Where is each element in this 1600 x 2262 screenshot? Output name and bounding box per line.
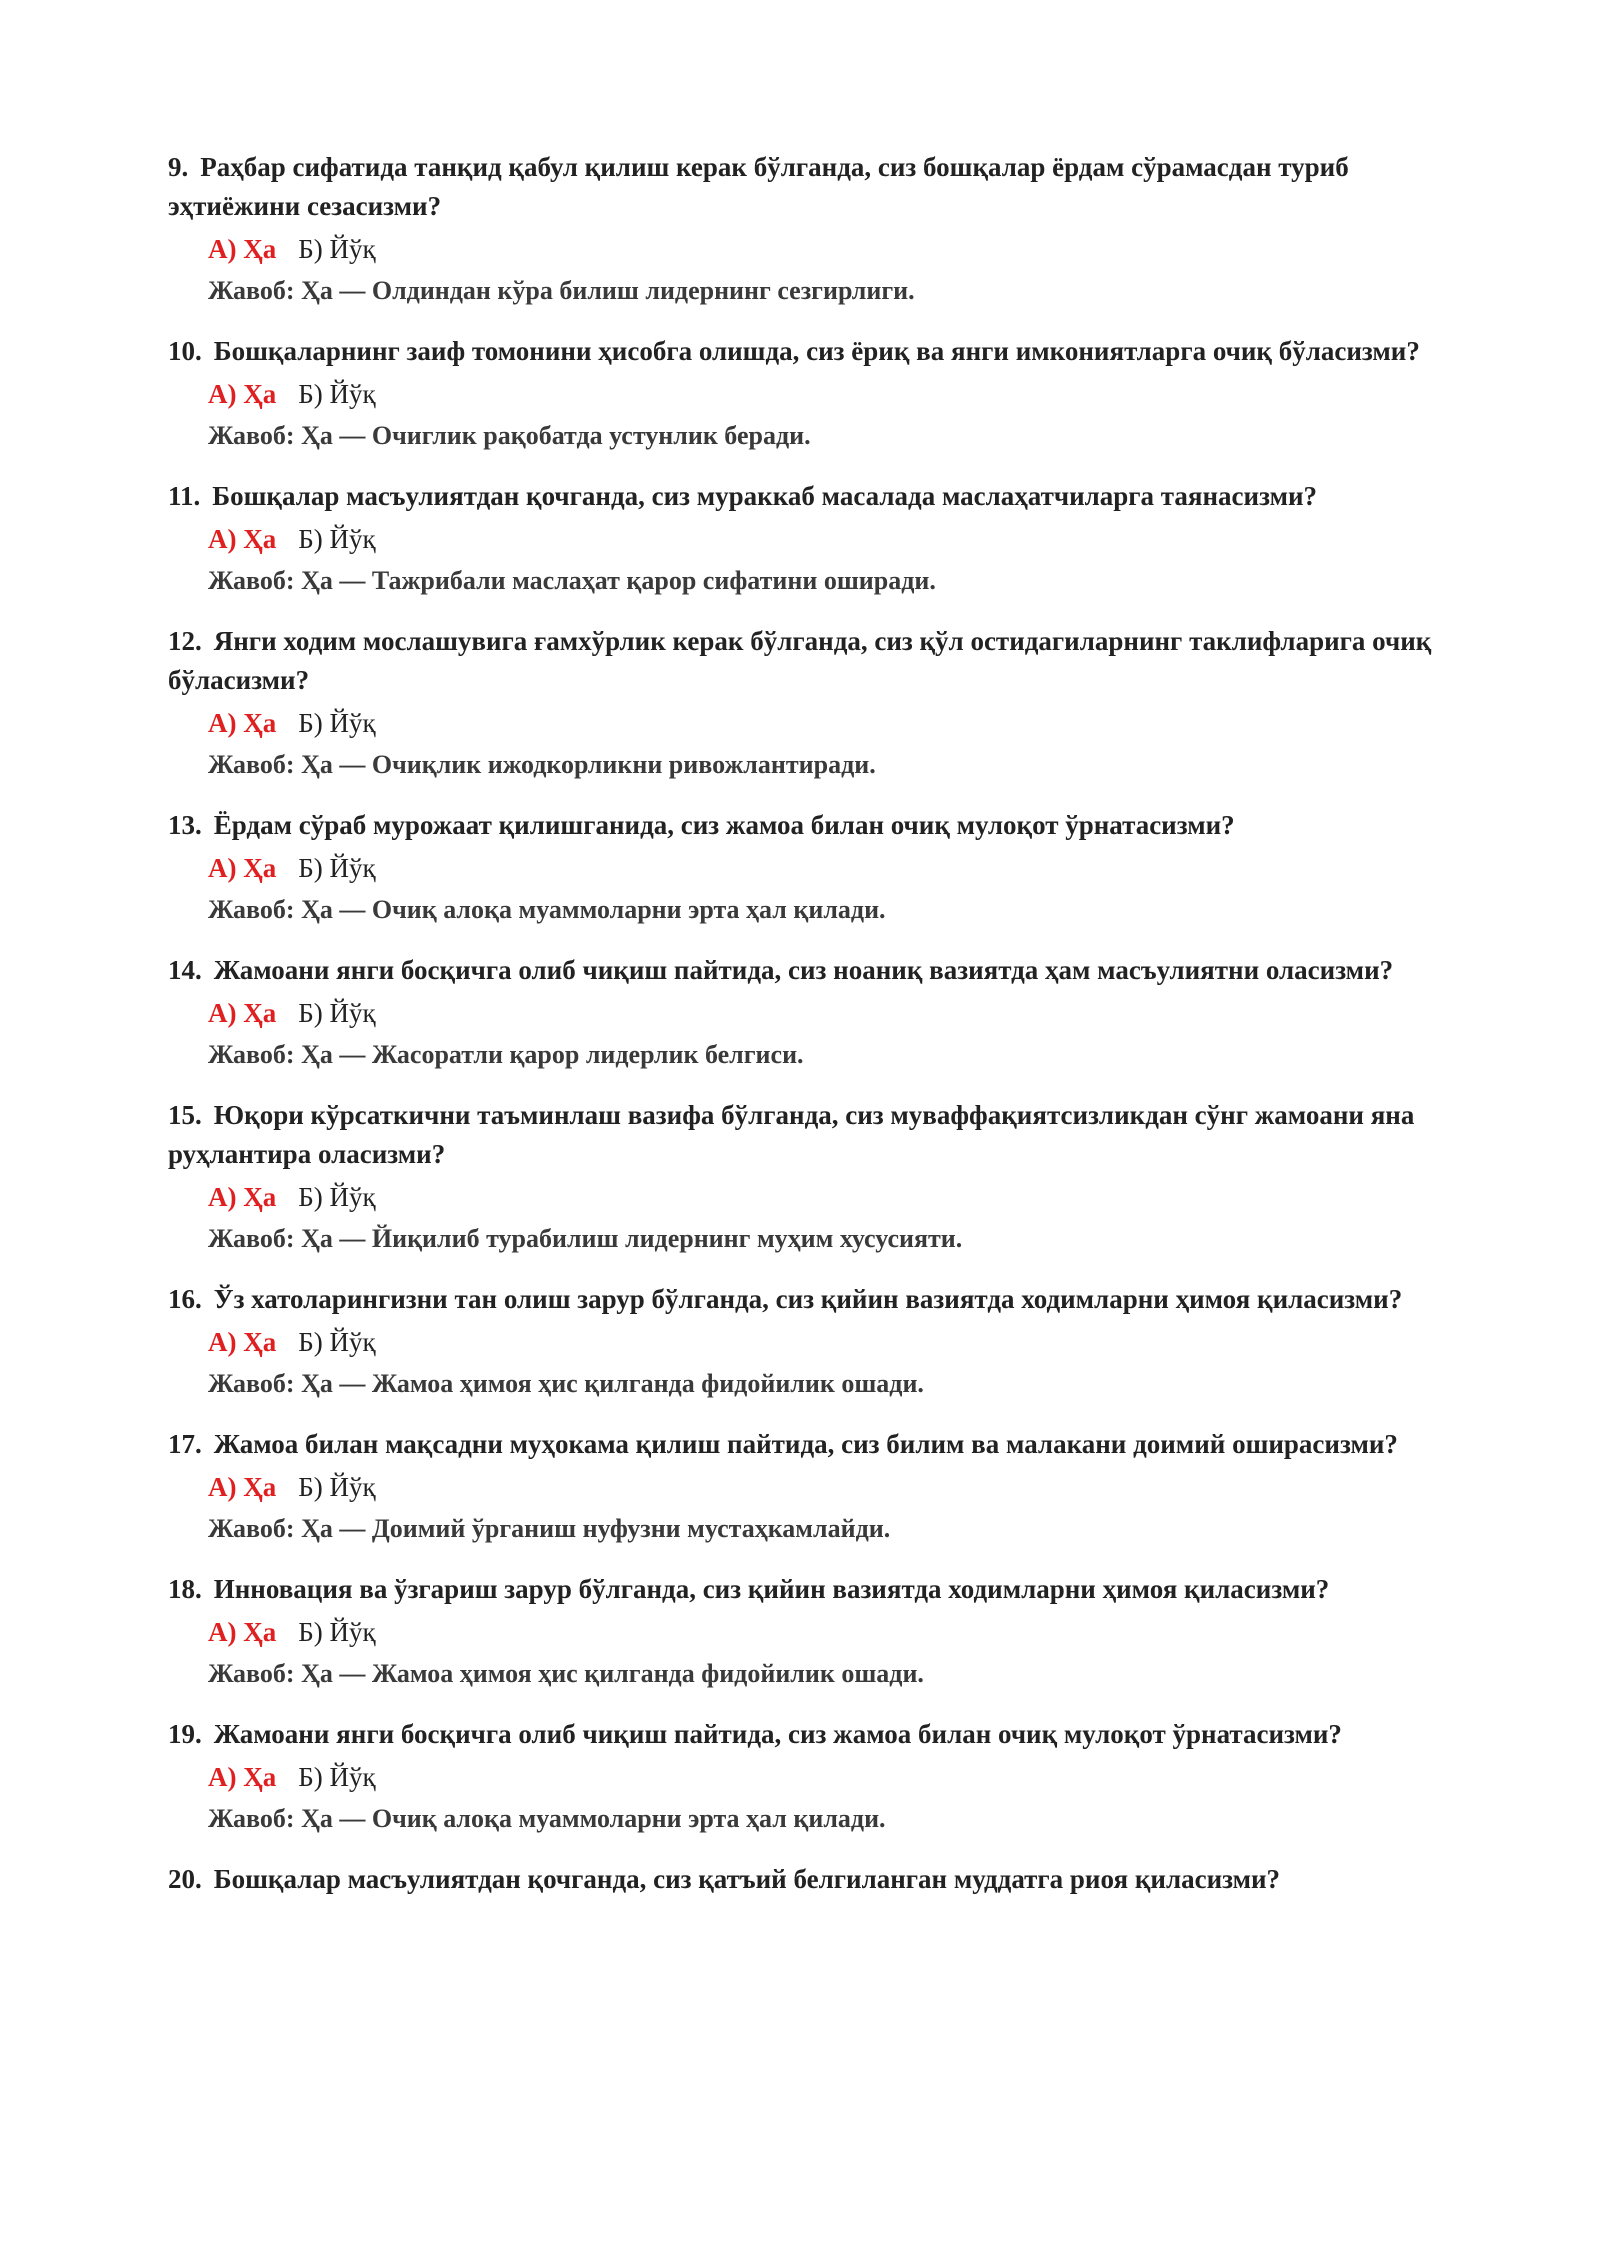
question-17 [168, 1425, 1458, 1550]
option-a: А) Ҳа [208, 708, 277, 738]
answer-line: Жавоб: Ҳа — Очиглик рақобатда устунлик беради. [208, 421, 811, 450]
options-row [168, 1321, 1458, 1363]
options-row [168, 1756, 1458, 1798]
option-b: Б) Йўқ [298, 1617, 376, 1647]
question-number: 10. [168, 336, 202, 366]
option-b: Б) Йўқ [298, 998, 376, 1028]
question-body: Раҳбар сифатида танқид қабул қилиш керак бўлганда, сиз бошқалар ёрдам сўрамасдан туриб эҳтиёжини сезасизми? [168, 152, 1349, 221]
question-body: Ёрдам сўраб мурожаат қилишганида, сиз жамоа билан очиқ мулоқот ўрнатасизми? [213, 810, 1235, 840]
option-b: Б) Йўқ [298, 1182, 376, 1212]
option-a: А) Ҳа [208, 1327, 277, 1357]
question-number: 12. [168, 626, 202, 656]
question-number: 19. [168, 1719, 202, 1749]
question-body: Бошқалар масъулиятдан қочганда, сиз қатъий белгиланган муддатга риоя қиласизми? [213, 1864, 1281, 1894]
question-body: Жамоани янги босқичга олиб чиқиш пайтида, сиз жамоа билан очиқ мулоқот ўрнатасизми? [213, 1719, 1342, 1749]
answer-line: Жавоб: Ҳа — Жамоа ҳимоя ҳис қилганда фидойилик ошади. [208, 1659, 924, 1688]
question-number: 9. [168, 152, 189, 182]
answer-line: Жавоб: Ҳа — Тажрибали маслаҳат қарор сифатини оширади. [208, 566, 936, 595]
question-number: 18. [168, 1574, 202, 1604]
options-row [168, 847, 1458, 889]
option-a: А) Ҳа [208, 1762, 277, 1792]
question-body: Ўз хатоларингизни тан олиш зарур бўлганда, сиз қийин вазиятда ходимларни ҳимоя қиласизми? [213, 1284, 1403, 1314]
options-row [168, 1466, 1458, 1508]
question-text [168, 1096, 1458, 1174]
answer-line: Жавоб: Ҳа — Очиқ алоқа муаммоларни эрта ҳал қилади. [208, 895, 886, 924]
question-body: Бошқаларнинг заиф томонини ҳисобга олишда, сиз ёриқ ва янги имкониятларга очиқ бўласизми? [213, 336, 1420, 366]
answer-line: Жавоб: Ҳа — Жамоа ҳимоя ҳис қилганда фидойилик ошади. [208, 1369, 924, 1398]
option-b: Б) Йўқ [298, 234, 376, 264]
question-text [168, 1280, 1458, 1319]
question-text [168, 1425, 1458, 1464]
option-a: А) Ҳа [208, 524, 277, 554]
options-row [168, 373, 1458, 415]
answer-line: Жавоб: Ҳа — Доимий ўрганиш нуфузни мустаҳкамлайди. [208, 1514, 891, 1543]
question-11 [168, 477, 1458, 602]
options-row [168, 518, 1458, 560]
question-text [168, 622, 1458, 700]
document-page [168, 148, 1458, 1919]
option-b: Б) Йўқ [298, 1762, 376, 1792]
question-number: 14. [168, 955, 202, 985]
option-b: Б) Йўқ [298, 1472, 376, 1502]
question-body: Бошқалар масъулиятдан қочганда, сиз мураккаб масалада маслаҳатчиларга таянасизми? [212, 481, 1318, 511]
question-13 [168, 806, 1458, 931]
answer-line: Жавоб: Ҳа — Очиқ алоқа муаммоларни эрта ҳал қилади. [208, 1804, 886, 1833]
question-18 [168, 1570, 1458, 1695]
question-10 [168, 332, 1458, 457]
question-text [168, 1860, 1458, 1899]
option-b: Б) Йўқ [298, 379, 376, 409]
question-body: Жамоа билан мақсадни муҳокама қилиш пайтида, сиз билим ва малакани доимий оширасизми? [213, 1429, 1398, 1459]
options-row [168, 1611, 1458, 1653]
question-12 [168, 622, 1458, 786]
options-row [168, 1176, 1458, 1218]
answer-line: Жавоб: Ҳа — Олдиндан кўра билиш лидернинг сезгирлиги. [208, 276, 915, 305]
question-text [168, 1570, 1458, 1609]
question-number: 17. [168, 1429, 202, 1459]
options-row [168, 228, 1458, 270]
question-text [168, 806, 1458, 845]
question-text [168, 951, 1458, 990]
option-b: Б) Йўқ [298, 708, 376, 738]
options-row [168, 702, 1458, 744]
question-15 [168, 1096, 1458, 1260]
answer-line: Жавоб: Ҳа — Очиқлик ижодкорликни ривожлантиради. [208, 750, 876, 779]
question-number: 20. [168, 1864, 202, 1894]
options-row [168, 992, 1458, 1034]
question-text [168, 148, 1458, 226]
option-a: А) Ҳа [208, 1182, 277, 1212]
question-number: 11. [168, 481, 201, 511]
option-b: Б) Йўқ [298, 853, 376, 883]
question-number: 13. [168, 810, 202, 840]
question-9 [168, 148, 1458, 312]
answer-line: Жавоб: Ҳа — Йиқилиб турабилиш лидернинг муҳим хусусияти. [208, 1224, 963, 1253]
question-body: Жамоани янги босқичга олиб чиқиш пайтида, сиз ноаниқ вазиятда ҳам масъулиятни оласизми? [213, 955, 1394, 985]
question-number: 15. [168, 1100, 202, 1130]
option-a: А) Ҳа [208, 1472, 277, 1502]
question-20 [168, 1860, 1458, 1899]
question-body: Юқори кўрсаткични таъминлаш вазифа бўлганда, сиз муваффақиятсизликдан сўнг жамоани яна руҳлантира оласизми? [168, 1100, 1415, 1169]
option-a: А) Ҳа [208, 1617, 277, 1647]
option-a: А) Ҳа [208, 998, 277, 1028]
question-16 [168, 1280, 1458, 1405]
question-text [168, 477, 1458, 516]
answer-line: Жавоб: Ҳа — Жасоратли қарор лидерлик белгиси. [208, 1040, 804, 1069]
option-a: А) Ҳа [208, 379, 277, 409]
option-a: А) Ҳа [208, 853, 277, 883]
question-text [168, 332, 1458, 371]
option-b: Б) Йўқ [298, 1327, 376, 1357]
option-b: Б) Йўқ [298, 524, 376, 554]
question-text [168, 1715, 1458, 1754]
question-body: Инновация ва ўзгариш зарур бўлганда, сиз қийин вазиятда ходимларни ҳимоя қиласизми? [213, 1574, 1330, 1604]
question-14 [168, 951, 1458, 1076]
question-body: Янги ходим мослашувига ғамхўрлик керак бўлганда, сиз қўл остидагиларнинг таклифларига очиқ бўласизми? [168, 626, 1432, 695]
question-number: 16. [168, 1284, 202, 1314]
option-a: А) Ҳа [208, 234, 277, 264]
question-19 [168, 1715, 1458, 1840]
